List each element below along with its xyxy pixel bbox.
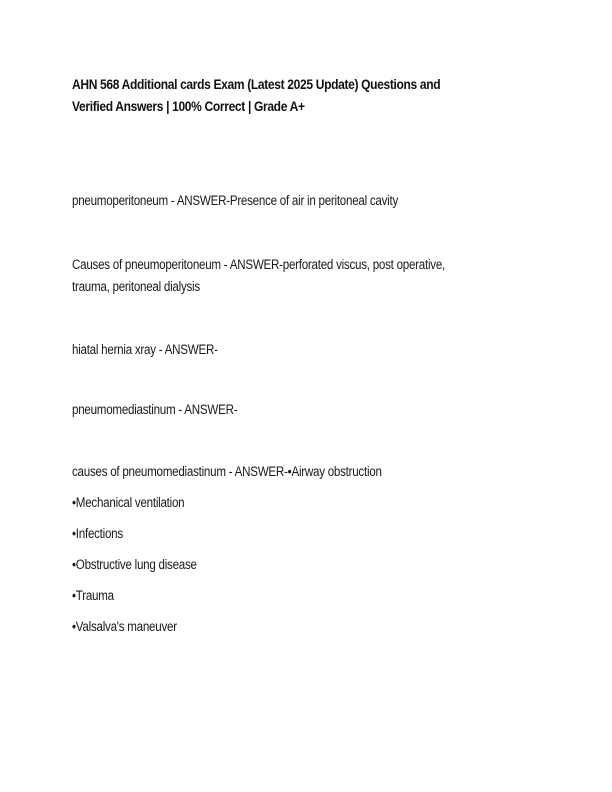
flashcard-text-continued: trauma, peritoneal dialysis bbox=[72, 279, 200, 294]
flashcard-causes-pneumomediastinum bbox=[72, 461, 485, 483]
flashcard-text: pneumomediastinum - ANSWER- bbox=[72, 402, 238, 417]
title-line-1: AHN 568 Additional cards Exam (Latest 2025 Update) Questions and bbox=[72, 76, 441, 92]
flashcard-text: pneumoperitoneum - ANSWER-Presence of air in peritoneal cavity bbox=[72, 193, 399, 208]
list-item: •Valsalva's maneuver bbox=[72, 619, 177, 634]
flashcard-causes-pneumoperitoneum bbox=[72, 254, 485, 298]
flashcard-text: hiatal hernia xray - ANSWER- bbox=[72, 342, 218, 357]
list-item: •Mechanical ventilation bbox=[72, 495, 185, 510]
flashcard-hiatal-hernia-xray bbox=[72, 339, 485, 361]
list-item: •Trauma bbox=[72, 588, 114, 603]
flashcard-pneumoperitoneum bbox=[72, 190, 485, 212]
causes-bullet-list bbox=[72, 492, 485, 647]
flashcard-text: causes of pneumomediastinum - ANSWER-•Airway obstruction bbox=[72, 464, 382, 479]
list-item: •Obstructive lung disease bbox=[72, 557, 197, 572]
title-line-2: Verified Answers | 100% Correct | Grade A+ bbox=[72, 98, 305, 114]
flashcard-text: Causes of pneumoperitoneum - ANSWER-perforated viscus, post operative, bbox=[72, 257, 445, 272]
list-item: •Infections bbox=[72, 526, 123, 541]
flashcard-pneumomediastinum bbox=[72, 399, 485, 421]
document-title bbox=[72, 73, 468, 117]
